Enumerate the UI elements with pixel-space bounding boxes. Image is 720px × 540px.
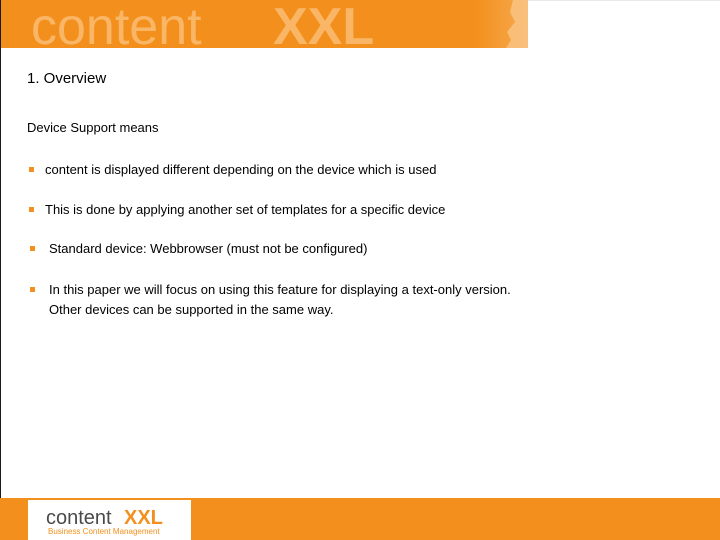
header-banner-graphic: [1, 0, 528, 48]
bullet-text: This is done by applying another set of templates for a specific device: [45, 202, 446, 217]
slide-subtitle: Device Support means: [27, 120, 159, 135]
bullet-text: content is displayed different depending on the device which is used: [45, 162, 437, 177]
left-rule: [0, 0, 1, 500]
footer-tagline: Business Content Management: [48, 527, 160, 536]
bullet-item: [27, 160, 436, 180]
footer-logo: [28, 500, 191, 540]
header-logo-suffix: XXL: [273, 0, 375, 48]
bullet-square-icon: [29, 167, 34, 172]
bullet-text: Standard device: Webbrowser (must not be configured): [49, 241, 368, 256]
slide-title: 1. Overview: [27, 70, 107, 87]
bullet-text-line-1: In this paper we will focus on using this feature for displaying a text-only version.: [49, 282, 511, 297]
bullet-item: [27, 200, 445, 220]
footer-logo-word: content: [46, 507, 112, 529]
bullet-square-icon: [30, 287, 35, 292]
footer-logo-suffix: XXL: [124, 507, 163, 529]
bullet-item: [27, 280, 647, 320]
bullet-text-line-2: Other devices can be supported in the same way.: [49, 302, 334, 317]
header-logo-word: content: [31, 0, 202, 48]
bullet-square-icon: [29, 207, 34, 212]
header-banner: [1, 0, 528, 48]
bullet-square-icon: [30, 246, 35, 251]
bullet-item: [27, 239, 367, 259]
